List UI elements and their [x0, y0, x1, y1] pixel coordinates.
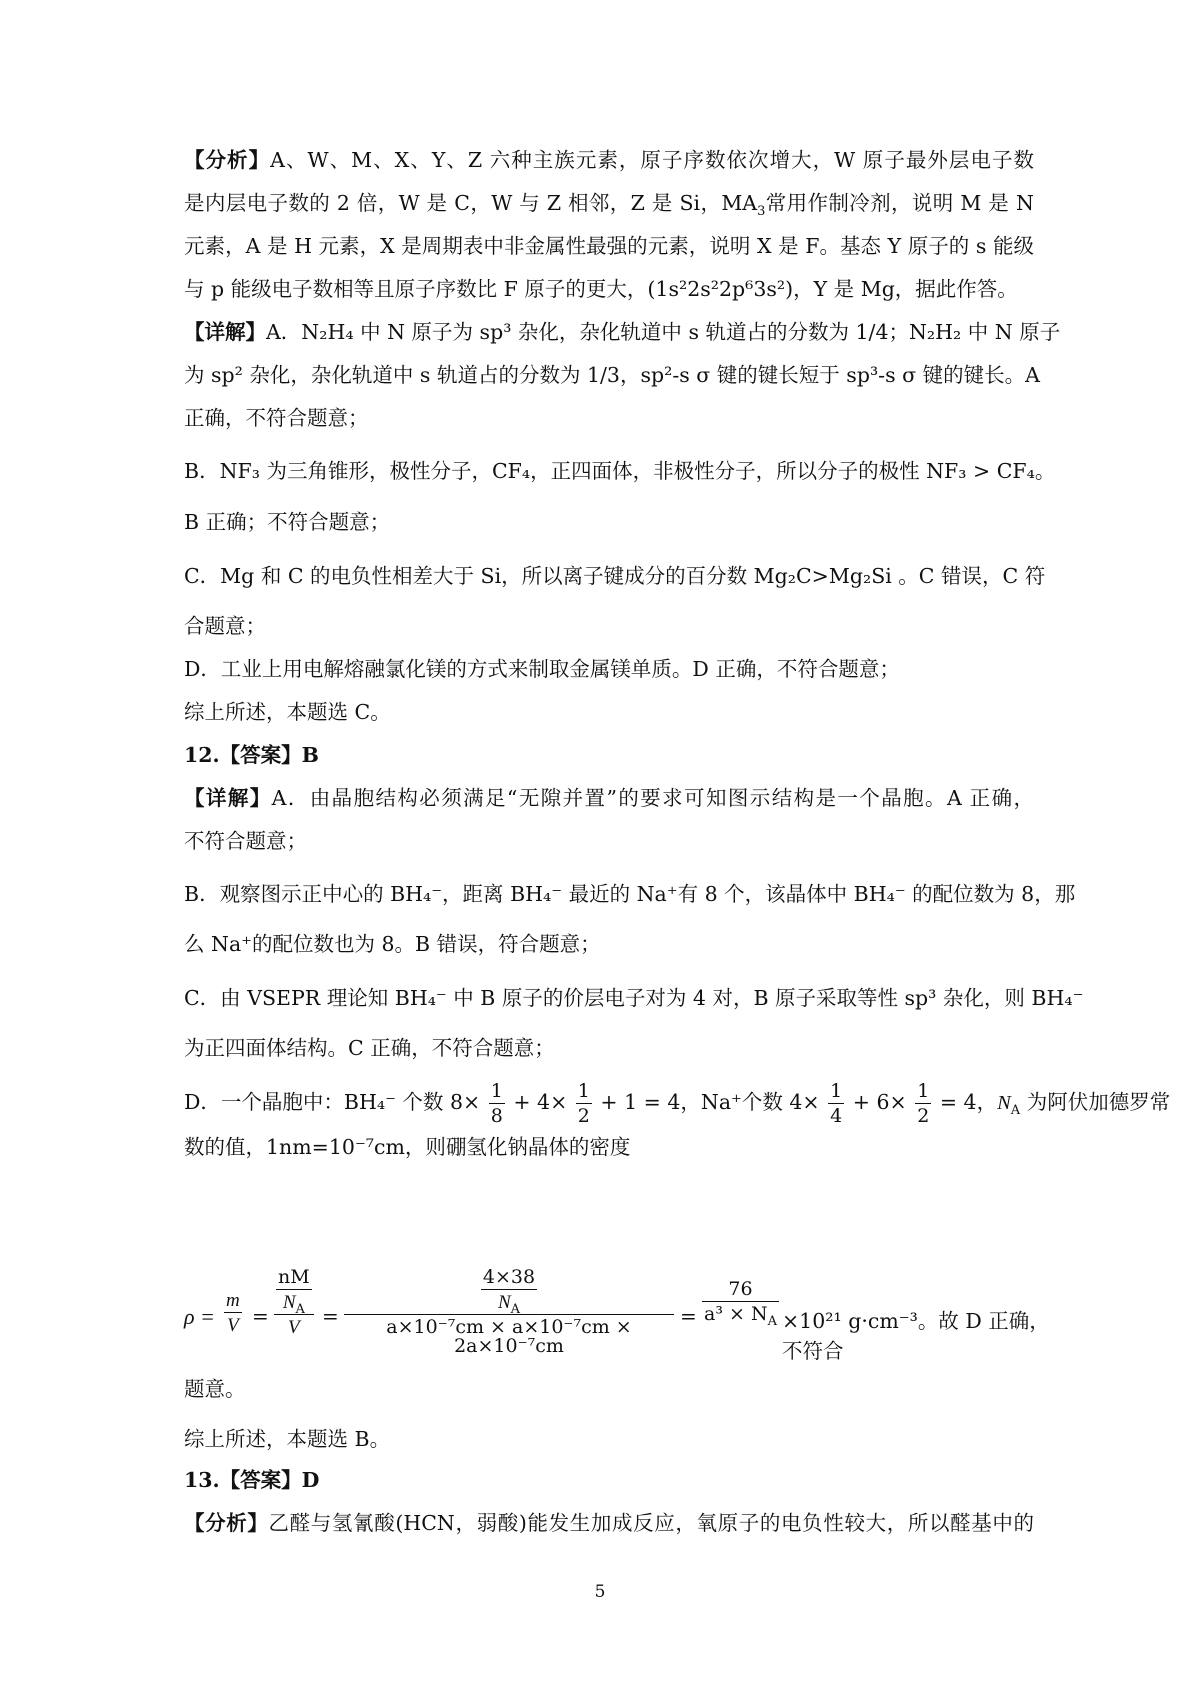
density-formula: ρ = $\frac{m}{V}$ = $\frac{nM}{N_A}$ V = $\frac{\frac{4\times 38}{N_A}}{\text{a×10⁻⁷cm × a×10⁻⁷cm × 2a×10⁻⁷cm}}$ = $\frac{76}{a^3 \times N_A}$ ×10²¹ g·cm⁻³。故 D 正确，不符合 — [184, 1266, 1050, 1363]
fraction: $\frac{1}{8}$ — [490, 1079, 503, 1127]
text-line: 【分析】A、W、M、X、Y、Z 六种主族元素，原子序数依次增大，W 原子最外层电子数 — [184, 148, 1035, 172]
text-line: 么 Na⁺的配位数也为 8。B 错误，符合题意； — [184, 932, 601, 956]
text-line: 是内层电子数的 2 倍，W 是 C，W 与 Z 相邻，Z 是 Si，$MA_3$常用作制冷剂，说明 M 是 N — [184, 191, 1034, 220]
fraction: $\frac{m}{V}$ — [226, 1290, 240, 1336]
text-line: C．由 VSEPR 理论知 BH₄⁻ 中 B 原子的价层电子对为 4 对，B 原子采取等性 sp³ 杂化，则 BH₄⁻ — [184, 986, 1084, 1010]
text-line-fractions: D．一个晶胞中：BH₄⁻ 个数 8× $\frac{1}{8}$ + 4× $\frac{1}{2}$ + 1 = 4，Na⁺个数 4× $\frac{1}{4}$ + 6× $\frac{1}{2}$ = 4，$N_A$ 为阿伏加德罗常 — [184, 1079, 1171, 1127]
text-line: B．观察图示正中心的 BH₄⁻，距离 BH₄⁻ 最近的 Na⁺有 8 个，该晶体中 BH₄⁻ 的配位数为 8，那 — [184, 882, 1076, 906]
fraction: $\frac{nM}{N_A}$ V — [274, 1268, 314, 1337]
text-line: B 正确；不符合题意； — [184, 510, 391, 534]
fraction: $\frac{\frac{4\times 38}{N_A}}{\text{a×10⁻⁷cm × a×10⁻⁷cm × 2a×10⁻⁷cm}}$ — [344, 1268, 674, 1356]
page-number: 5 — [594, 1582, 606, 1602]
text-line: 正确，不符合题意； — [184, 406, 369, 430]
text-line: 为正四面体结构。C 正确，不符合题意； — [184, 1036, 555, 1060]
text-line: D．工业上用电解熔融氯化镁的方式来制取金属镁单质。D 正确，不符合题意； — [184, 657, 900, 681]
text-line: 元素，A 是 H 元素，X 是周期表中非金属性最强的元素，说明 X 是 F。基态 Y 原子的 s 能级 — [184, 234, 1034, 258]
text-line: 数的值，1nm=10⁻⁷cm，则硼氢化钠晶体的密度 — [184, 1135, 631, 1159]
text-line: 与 p 能级电子数相等且原子序数比 F 原子的更大，(1s²2s²2p⁶3s²)，Y 是 Mg，据此作答。 — [184, 277, 1018, 301]
fraction: $\frac{1}{2}$ — [917, 1079, 930, 1127]
fraction: $\frac{76}{a^3 \times N_A}$ — [704, 1278, 777, 1329]
text-line: 综上所述，本题选 B。 — [184, 1427, 391, 1451]
answer-heading: 12.【答案】B — [184, 743, 319, 767]
fraction: $\frac{1}{4}$ — [830, 1079, 843, 1127]
text-line: 合题意； — [184, 614, 266, 638]
text-line: 【详解】A．N₂H₄ 中 N 原子为 sp³ 杂化，杂化轨道中 s 轨道占的分数为 1/4；N₂H₂ 中 N 原子 — [184, 320, 1061, 344]
answer-heading: 13.【答案】D — [184, 1468, 320, 1492]
text-line: 综上所述，本题选 C。 — [184, 700, 391, 724]
text-line: 不符合题意； — [184, 829, 307, 853]
text-line: 题意。 — [184, 1377, 246, 1401]
text-line: C．Mg 和 C 的电负性相差大于 Si，所以离子键成分的百分数 Mg₂C>Mg₂Si 。C 错误，C 符 — [184, 564, 1046, 588]
text-line: B．NF₃ 为三角锥形，极性分子，CF₄，正四面体，非极性分子，所以分子的极性 NF₃ > CF₄。 — [184, 459, 1056, 483]
text-line: 【详解】A．由晶胞结构必须满足“无隙并置”的要求可知图示结构是一个晶胞。A 正确， — [184, 786, 1034, 810]
text-line: 【分析】乙醛与氢氰酸(HCN，弱酸)能发生加成反应，氧原子的电负性较大，所以醛基中的 — [184, 1511, 1034, 1535]
fraction: $\frac{1}{2}$ — [577, 1079, 590, 1127]
text-line: 为 sp² 杂化，杂化轨道中 s 轨道占的分数为 1/3，sp²-s σ 键的键长短于 sp³-s σ 键的键长。A — [184, 363, 1040, 387]
